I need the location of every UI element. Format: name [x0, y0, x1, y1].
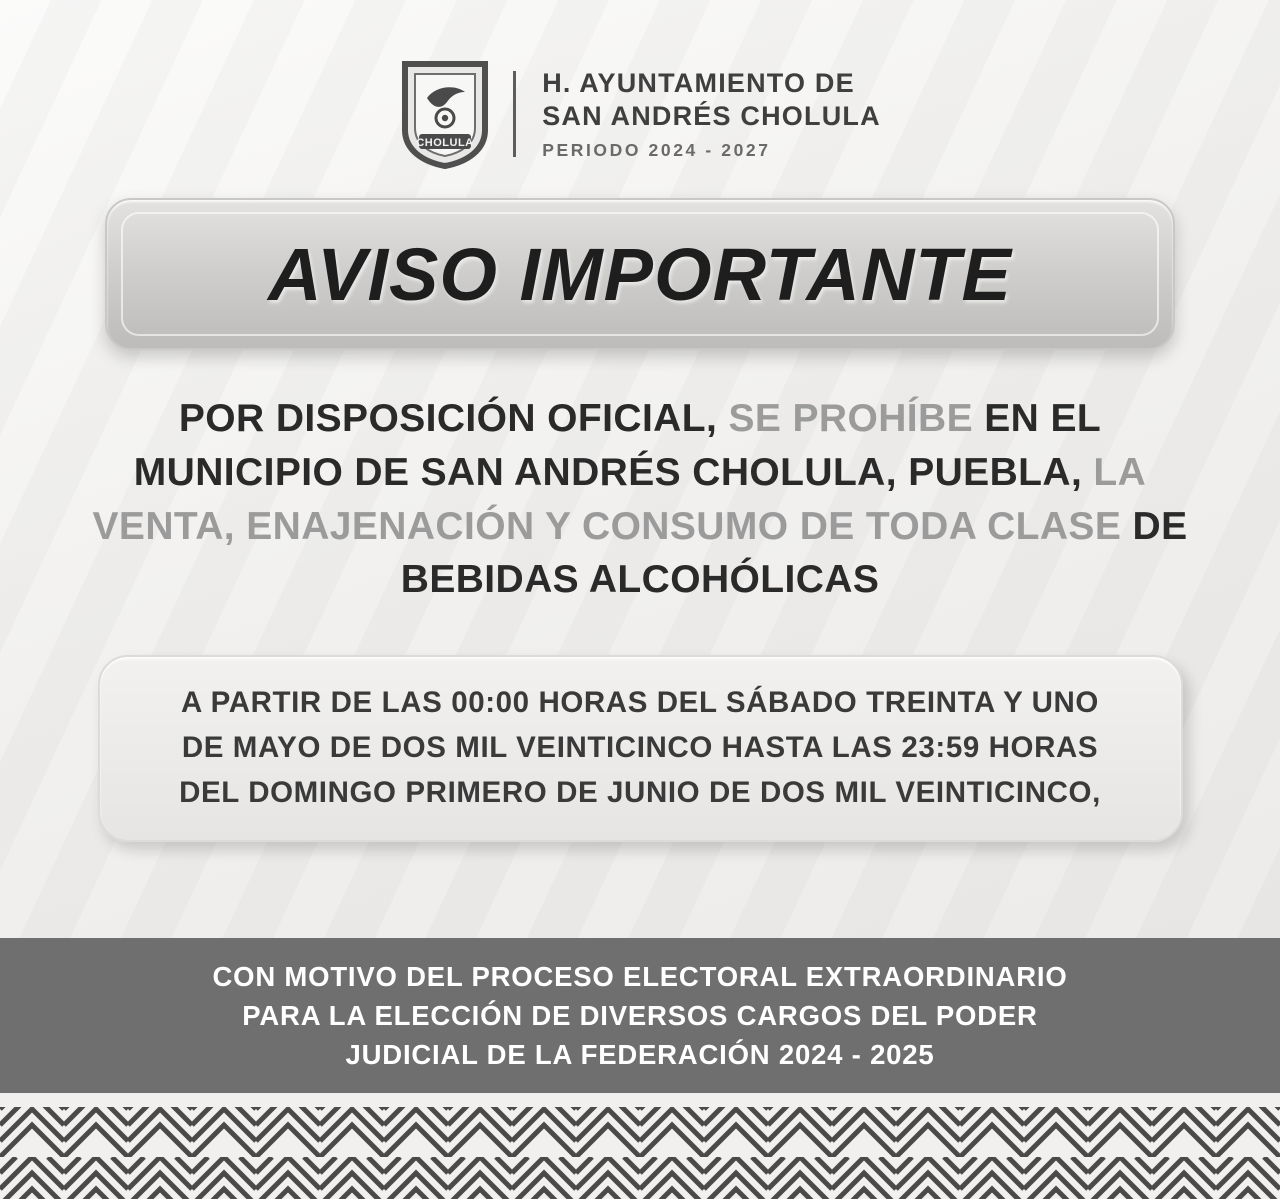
shield-crest-icon	[399, 58, 491, 170]
paragraph-segment-2-highlight: SE PROHÍBE	[728, 397, 973, 440]
date-line-3: DEL DOMINGO PRIMERO DE JUNIO DE DOS MIL VEINTICINCO,	[179, 775, 1101, 809]
svg-text:CHOLULA: CHOLULA	[416, 137, 474, 149]
header-period: PERIODO 2024 - 2027	[542, 139, 771, 160]
reason-band-text	[212, 957, 1067, 1074]
header	[0, 0, 1280, 170]
bottom-pattern-decoration	[0, 1093, 1280, 1199]
paragraph-segment-1: POR DISPOSICIÓN OFICIAL,	[178, 397, 729, 440]
header-divider	[513, 71, 516, 157]
paragraph-segment-5: DE BEBIDAS ALCOHÓLICAS	[400, 504, 1188, 602]
reason-band	[0, 938, 1280, 1093]
title-banner	[105, 198, 1175, 350]
band-line-3: JUDICIAL DE LA FEDERACIÓN 2024 - 2025	[345, 1039, 935, 1071]
page-title: AVISO IMPORTANTE	[268, 232, 1012, 316]
band-line-2: PARA LA ELECCIÓN DE DIVERSOS CARGOS DEL PODER	[242, 999, 1038, 1031]
paragraph-segment-3: EN EL MUNICIPIO DE SAN ANDRÉS CHOLULA, PUEBLA,	[133, 397, 1102, 494]
date-range-box	[98, 655, 1183, 841]
paragraph-segment-4-highlight: LA VENTA, ENAJENACIÓN Y CONSUMO DE TODA CLASE	[92, 450, 1147, 548]
date-line-1: A PARTIR DE LAS 00:00 HORAS DEL SÁBADO TREINTA Y UNO	[181, 686, 1099, 720]
header-title-line1: H. AYUNTAMIENTO DE	[542, 68, 855, 99]
date-range-text	[179, 681, 1101, 815]
header-title-line2: SAN ANDRÉS CHOLULA	[542, 101, 881, 131]
date-line-2: DE MAYO DE DOS MIL VEINTICINCO HASTA LAS 23:59 HORAS	[181, 731, 1099, 765]
header-text-block	[542, 67, 881, 161]
band-line-1: CON MOTIVO DEL PROCESO ELECTORAL EXTRAORDINARIO	[212, 960, 1068, 992]
main-paragraph	[80, 392, 1200, 607]
